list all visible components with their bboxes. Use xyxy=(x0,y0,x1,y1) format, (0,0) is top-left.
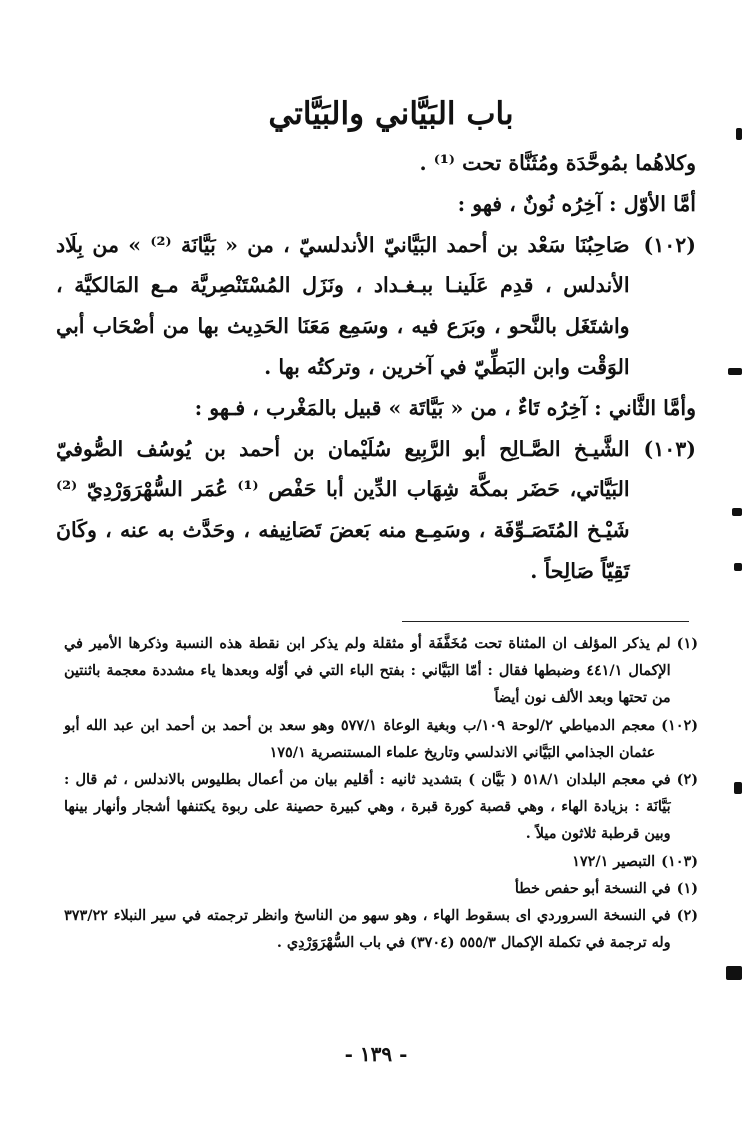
footnote-number: (٢) xyxy=(676,907,698,925)
footnote-number: (١٠٣) xyxy=(661,852,698,870)
entry-number: (١٠٣) xyxy=(643,436,696,461)
intro-line: وكلاهُما بمُوحَّدَة ومُثَنَّاة تحت ⁽¹⁾ . xyxy=(419,151,696,175)
footnote-number: (١) xyxy=(676,879,698,897)
chapter-title: باب البَيَّاني والبَيَّاتي xyxy=(268,96,514,132)
footnote xyxy=(64,630,698,712)
footnote-number: (١) xyxy=(676,635,698,652)
footnotes xyxy=(64,630,698,956)
second-heading: وأمَّا الثَّاني : آخِرُه تَاءٌ ، من « بَيَّاتَة » قبيل بالمَغْرب ، فـهو : xyxy=(194,395,696,420)
page-number: - ١٣٩ - xyxy=(344,1042,408,1066)
footnote-text: في النسخة أبو حفص خطأ xyxy=(514,879,671,897)
footnote-divider xyxy=(402,621,689,622)
footnote xyxy=(64,712,698,766)
footnote-text: التبصير ١٧٢/١ xyxy=(572,852,656,870)
entry-102 xyxy=(56,225,696,388)
footnote xyxy=(64,766,698,848)
footnote-text: في النسخة السروردي اى بسقوط الهاء ، وهو سهو من الناسخ وانظر ترجمته في سير النبلاء ٣٧٣/٢٢ وله ترجمة في تكملة الإكمال ٥٥٥/٣ (٣٧٠٤) في باب السُّهْرَوَرْدِي . xyxy=(64,907,671,952)
scan-edge-mark xyxy=(734,563,742,571)
main-text xyxy=(56,143,696,592)
scan-edge-mark xyxy=(728,368,742,375)
footnote xyxy=(64,848,698,875)
footnote-number: (٢) xyxy=(676,771,698,789)
entry-number: (١٠٢) xyxy=(643,232,696,257)
footnote xyxy=(64,875,698,902)
scan-edge-mark xyxy=(734,782,742,794)
scan-edge-mark xyxy=(736,128,742,140)
first-heading: أمَّا الأوّل : آخِرُه نُونٌ ، فهو : xyxy=(457,191,696,216)
scan-edge-mark xyxy=(726,966,742,980)
footnote-text: لم يذكر المؤلف ان المثناة تحت مُخَفَّفَة أو مثقلة ولم يذكر ابن نقطة هذه النسبة وذكرها الأمير في الإكمال ٤٤١/١ وضبطها فقال : أمّا البَيَّاني : بفتح الباء التي في أوّله وبعدها ياء مشددة معجمة باثنتين من تحتها وبعد الألف نون أيضاً xyxy=(64,635,671,707)
footnote xyxy=(64,902,698,956)
footnote-number: (١٠٢) xyxy=(661,716,698,734)
entry-103 xyxy=(56,429,696,592)
entry-text: صَاحِبُنَا سَعْد بن أحمد البَيَّانيّ الأندلسيّ ، من « بَيَّانَة ⁽²⁾ » من بِلَاد الأندلس ، قدِم عَلَينـا ببـغـداد ، ونَزَل المُسْتَنْصِريَّة مـع المَالكيَّة ، واشتَغَل بالنَّحو ، وبَرَع فيه ، وسَمِع مَعَنَا الحَدِيث بها من أصْحَاب أبي الوَقْت وابن البَطِّيّ في آخرين ، وتركتُه بها . xyxy=(56,232,630,379)
entry-text: الشَّيـخ الصَّـالِح أبو الرَّبِيع سُلَيْمان بن أحمد بن يُوسُف الصُّوفيّ البَيَّاتي، حَضَر بمكَّة شِهَاب الدِّين أبا حَفْص ⁽¹⁾ عُمَر السُّهْرَوَرْدِيّ ⁽²⁾ شَيْـخ المُتَصَـوِّفَة ، وسَمِـع منه بَعضَ تَصَانِيفه ، وحَدَّث به عنه ، وكَانَ تَقِيّاً صَالِحاً . xyxy=(56,436,630,583)
footnote-text: معجم الدمياطي ٢/لوحة ١٠٩/ب وبغية الوعاة ٥٧٧/١ وهو سعد بن أحمد بن أحمد ابن عبد الله أبو عثمان الجذامي البَيَّاني الاندلسي وتاريخ علماء المستنصرية ١٧٥/١ xyxy=(64,716,656,761)
footnote-text: في معجم البلدان ٥١٨/١ ( بَيَّان ) بتشديد ثانيه : أقليم بيان من أعمال بطليوس بالاندلس ، ثم قال : بَيَّانَة : بزيادة الهاء ، وهي قصبة كورة قبرة ، وهي كبيرة حصينة على ربوة يكتنفها أشجار وأنهار بينها وبين قرطبة ثلاثون ميلاً . xyxy=(64,771,671,843)
scan-edge-mark xyxy=(732,508,742,516)
